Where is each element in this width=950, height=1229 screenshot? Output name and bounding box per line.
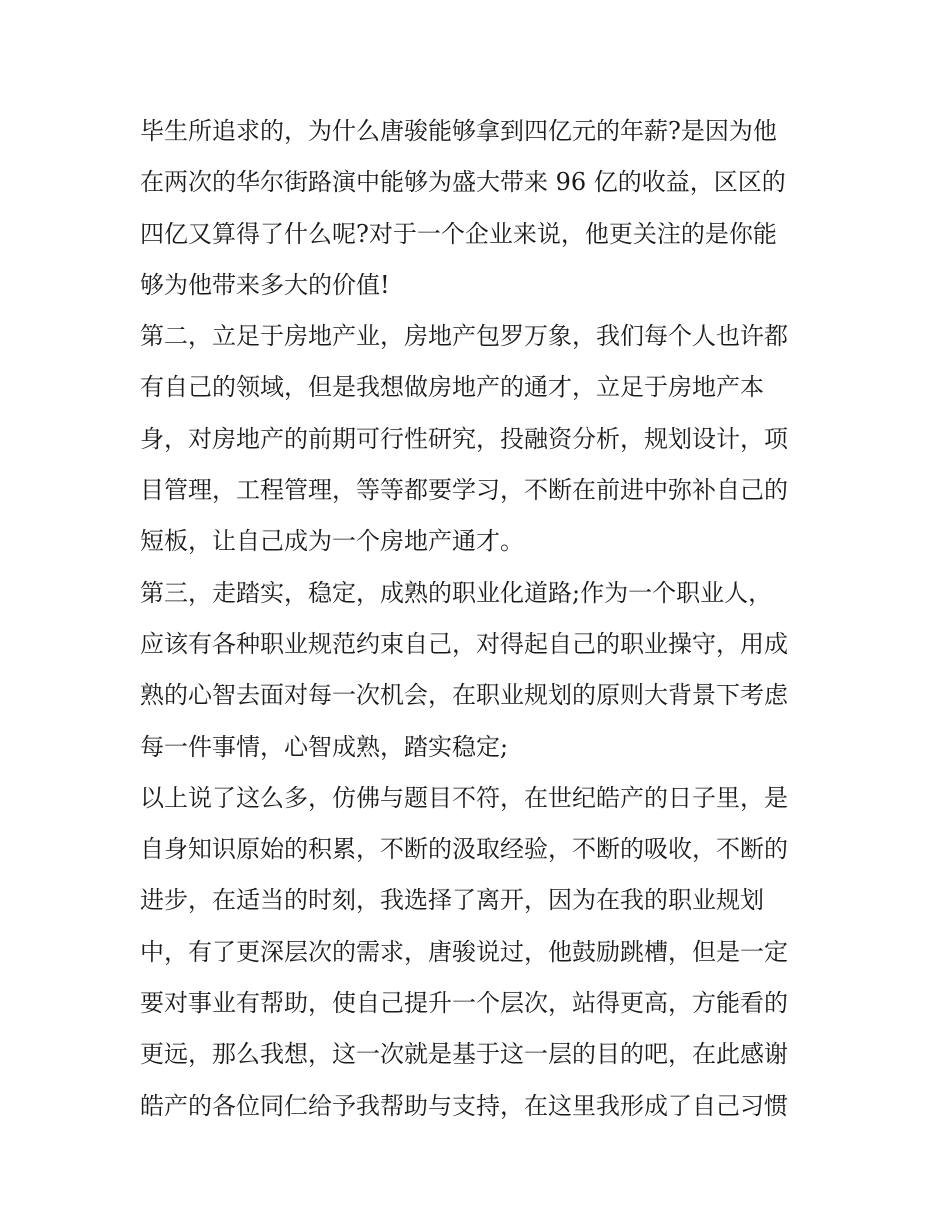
- text-line: 身，对房地产的前期可行性研究，投融资分析，规划设计，项: [140, 424, 788, 453]
- text-line: 熟的心智去面对每一次机会，在职业规划的原则大背景下考虑: [140, 681, 788, 710]
- text-line: 短板，让自己成为一个房地产通才。: [140, 527, 524, 556]
- text-line: 四亿又算得了什么呢?对于一个企业来说，他更关注的是你能: [140, 219, 777, 248]
- text-line: 自身知识原始的积累，不断的汲取经验，不断的吸收，不断的: [140, 835, 788, 864]
- text-line: 以上说了这么多，仿佛与题目不符，在世纪皓产的日子里，是: [140, 783, 788, 812]
- text-line: 皓产的各位同仁给予我帮助与支持，在这里我形成了自己习惯: [140, 1091, 788, 1120]
- text-line: 毕生所追求的，为什么唐骏能够拿到四亿元的年薪?是因为他: [140, 117, 777, 145]
- text-line: 中，有了更深层次的需求，唐骏说过，他鼓励跳槽，但是一定: [140, 937, 788, 966]
- text-line: 进步，在适当的时刻，我选择了离开，因为在我的职业规划: [140, 886, 764, 915]
- text-line: 目管理，工程管理，等等都要学习，不断在前进中弥补自己的: [140, 476, 788, 505]
- text-line: 要对事业有帮助，使自己提升一个层次，站得更高，方能看的: [140, 989, 788, 1018]
- text-line: 更远，那么我想，这一次就是基于这一层的目的吧，在此感谢: [140, 1040, 788, 1069]
- text-line: 第二，立足于房地产业，房地产包罗万象，我们每个人也许都: [140, 322, 788, 351]
- body-text: [140, 106, 820, 1132]
- text-line: 第三，走踏实，稳定，成熟的职业化道路;作为一个职业人，: [140, 578, 773, 607]
- text-line: 在两次的华尔街路演中能够为盛大带来 96 亿的收益，区区的: [140, 168, 786, 197]
- text-line: 够为他带来多大的价值!: [140, 270, 390, 299]
- text-line: 有自己的领域，但是我想做房地产的通才，立足于房地产本: [140, 373, 764, 402]
- text-line: 每一件事情，心智成熟，踏实稳定;: [140, 732, 509, 761]
- text-line: 应该有各种职业规范约束自己，对得起自己的职业操守，用成: [140, 629, 788, 658]
